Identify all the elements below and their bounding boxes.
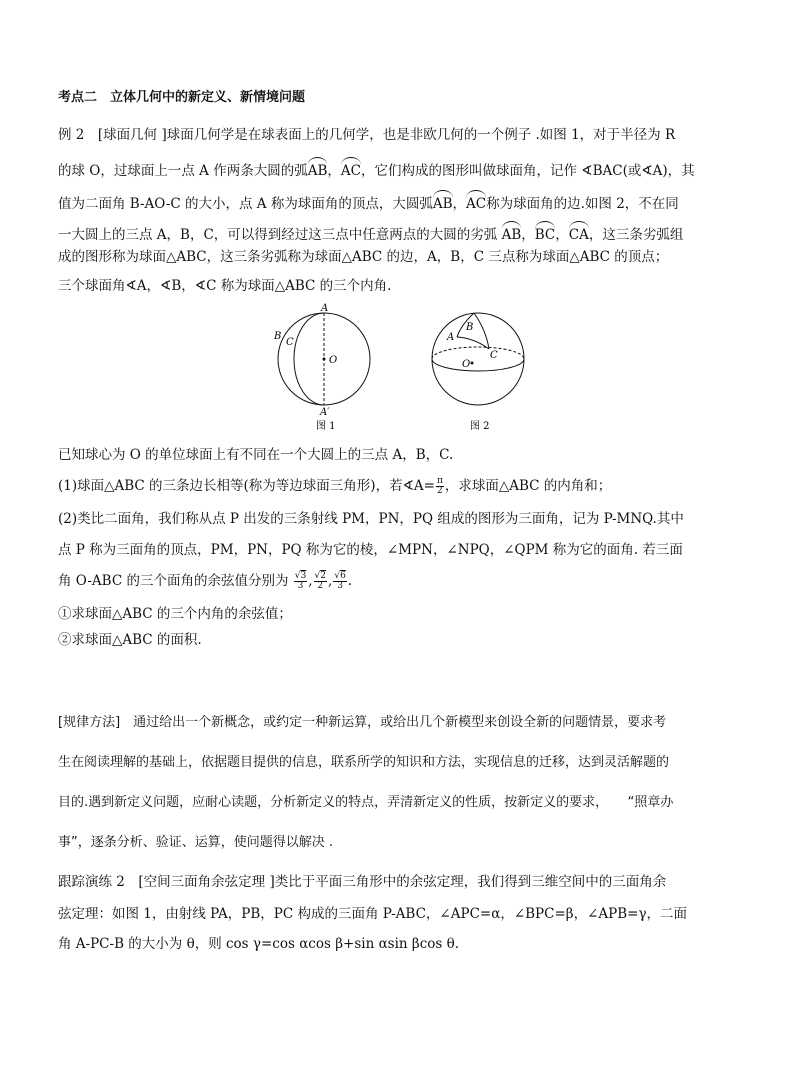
question-part-2-line-2: 点 P 称为三面角的顶点，PM，PN，PQ 称为它的棱，∠MPN，∠NPQ，∠QPM 称为它的面角. 若三面 [58, 542, 683, 558]
example-line-2: 的球 O，过球面上一点 A 作两条大圆的弧AB，AC，它们构成的图形叫做球面角，记作 ∢BAC(或∢A)，其 [58, 158, 748, 181]
exercise-line-1: 跟踪演练 2 [空间三面角余弦定理 ]类比于平面三角形中的余弦定理，我们得到三维空间中的三面角余 [58, 874, 667, 890]
question-sub-2: ②求球面△ABC 的面积. [58, 632, 202, 648]
cos-value-1: $\frac{√3}{3}$ [294, 571, 307, 591]
figure-1 [266, 300, 386, 435]
spherical-side-ac [474, 313, 489, 349]
example-line-5: 成的图形称为球面△ABC，这三条劣弧称为球面△ABC 的边，A，B，C 三点称为球面△ABC 的顶点； [58, 249, 669, 265]
question-part-2-line-1: (2)类比二面角，我们称从点 P 出发的三条射线 PM，PN，PQ 组成的图形为三面角，记为 P-MNQ.其中 [58, 511, 684, 527]
arc-ab-3: AB [502, 222, 522, 245]
example-line-4: 一大圆上的三点 A，B，C，可以得到经过这三点中任意两点的大圆的劣弧 AB，BC，CA，这三条劣弧组 [58, 222, 748, 245]
arc-ca: CA [569, 222, 589, 245]
method-line-4: 事”，逐条分析、验证、运算，使问题得以解决 . [58, 835, 333, 850]
arc-ac: AC [341, 158, 361, 181]
label-b: B [274, 331, 282, 342]
label-c-2: C [490, 350, 498, 361]
label-a-2: A [447, 332, 455, 343]
sphere-outline-2 [432, 313, 524, 405]
question-part-1: (1)球面△ABC 的三条边长相等(称为等边球面三角形)，若∢A= $\frac{\pi}{2}$ ，求球面△ABC 的内角和； [58, 476, 612, 496]
figure-1-caption: 图 1 [316, 421, 336, 432]
label-a-prime: A′ [320, 407, 330, 418]
arc-bc: BC [535, 222, 556, 245]
example-line-1: 例 2 [球面几何 ]球面几何学是在球表面上的几何学，也是非欧几何的一个例子 .如图 1，对于半径为 R [58, 127, 676, 143]
label-o-2: O [462, 359, 471, 370]
fraction-pi-over-2: $\frac{\pi}{2}$ [436, 476, 443, 496]
example-line-3: 值为二面角 B-AO-C 的大小，点 A 称为球面角的顶点，大圆弧AB，AC称为球面角的边.如图 2，不在同 [58, 191, 748, 214]
method-line-1: [规律方法] 通过给出一个新概念，或约定一种新运算，或给出几个新模型来创设全新的问题情景，要求考 [58, 715, 667, 730]
question-intro: 已知球心为 O 的单位球面上有不同在一个大圆上的三点 A，B，C. [58, 447, 454, 463]
exercise-line-2: 弦定理：如图 1，由射线 PA，PB，PC 构成的三面角 P-ABC，∠APC=α，∠BPC=β，∠APB=γ，二面 [58, 906, 688, 922]
figure-2-caption: 图 2 [470, 421, 490, 432]
arc-ac-2: AC [466, 191, 486, 214]
center-point-2 [471, 362, 474, 365]
label-a: A [321, 303, 329, 314]
equator-back [432, 347, 524, 359]
arc-ab-2: AB [433, 191, 453, 214]
question-part-2-line-3: 角 O-ABC 的三个面角的余弦值分别为 $\frac{√3}{3}$ , $\frac{√2}{2}$ , $\frac{√6}{3}$ . [58, 571, 353, 591]
center-point [323, 358, 326, 361]
label-b-2: B [466, 322, 474, 333]
label-o: O [329, 355, 338, 366]
example-line-6: 三个球面角∢A，∢B，∢C 称为球面△ABC 的三个内角. [58, 278, 392, 294]
arc-ab: AB [308, 158, 328, 181]
figure-2 [416, 300, 546, 435]
section-heading: 考点二 立体几何中的新定义、新情境问题 [58, 90, 306, 105]
equator-front [432, 359, 524, 371]
method-line-2: 生在阅读理解的基础上，依据题目提供的信息，联系所学的知识和方法，实现信息的迁移，达到灵活解题的 [58, 755, 670, 770]
great-circle-arc [294, 313, 324, 405]
label-c: C [286, 337, 294, 348]
cos-value-3: $\frac{√6}{3}$ [334, 571, 346, 591]
method-line-3: 目的.遇到新定义问题，应耐心读题，分析新定义的特点，弄清新定义的性质，按新定义的要求， “照章办 [58, 795, 674, 810]
cos-value-2: $\frac{√2}{2}$ [314, 571, 327, 591]
exercise-line-3: 角 A-PC-B 的大小为 θ，则 cos γ=cos αcos β+sin αsin βcos θ. [58, 936, 460, 952]
question-sub-1: ①求球面△ABC 的三个内角的余弦值； [58, 606, 292, 622]
